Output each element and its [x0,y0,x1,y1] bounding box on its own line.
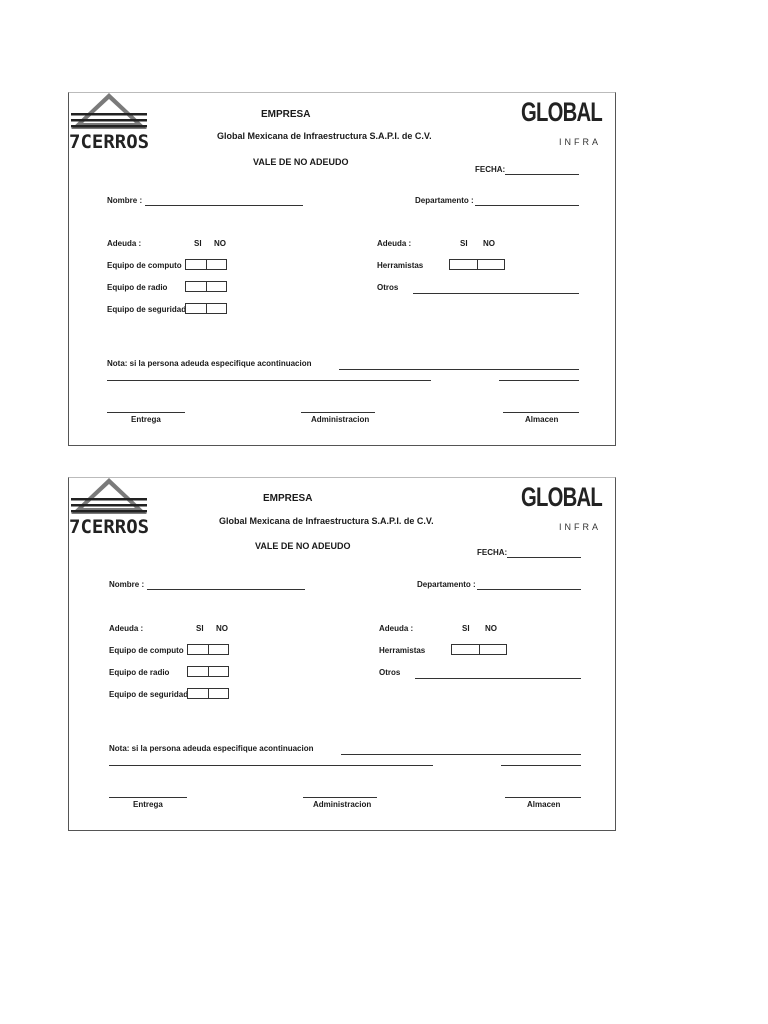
date-field[interactable] [507,557,581,558]
company-label: EMPRESA [263,493,313,504]
note-line-1[interactable] [341,754,581,755]
note-label: Nota: si la persona adeuda especifique acontinuacion [107,359,312,368]
global-logo-text: GLOBAL [521,482,602,512]
others-field[interactable] [413,293,579,294]
department-label: Departamento : [415,196,474,205]
note-line-3[interactable] [499,380,579,381]
infra-logo-text: INFRA [559,137,601,147]
no-label-right: NO [485,624,497,633]
sign-warehouse-line[interactable] [503,412,579,413]
date-label: FECHA: [475,165,506,174]
date-label: FECHA: [477,548,508,557]
note-line-3[interactable] [501,765,581,766]
no-debt-form-1 [68,92,616,446]
item-tools-checkbox[interactable] [449,259,505,270]
item-security-checkbox[interactable] [185,303,227,314]
sign-admin-line[interactable] [303,797,377,798]
owes-label-right: Adeuda : [377,239,412,248]
sign-warehouse-line[interactable] [505,797,581,798]
form-title: VALE DE NO ADEUDO [253,157,349,167]
mountain-icon [69,478,149,518]
department-field[interactable] [475,205,579,206]
no-label-right: NO [483,239,495,248]
yes-label-left: SI [194,239,202,248]
note-line-2[interactable] [109,765,433,766]
infra-logo-text: INFRA [559,522,601,532]
item-tools-label: Herramistas [377,261,424,270]
others-field[interactable] [415,678,581,679]
item-tools-checkbox[interactable] [451,644,507,655]
sign-warehouse-label: Almacen [525,415,559,424]
logo-left-text: 7CERROS [69,131,150,153]
item-radio-checkbox[interactable] [187,666,229,677]
item-others-label: Otros [377,283,399,292]
name-label: Nombre : [107,196,143,205]
item-computer-checkbox[interactable] [187,644,229,655]
seven-cerros-logo [69,93,149,153]
item-radio-label: Equipo de radio [107,283,168,292]
company-name: Global Mexicana de Infraestructura S.A.P.I. de C.V. [217,131,432,141]
note-line-2[interactable] [107,380,431,381]
name-label: Nombre : [109,580,145,589]
company-label: EMPRESA [261,109,311,120]
item-computer-label: Equipo de computo [109,646,184,655]
owes-label-left: Adeuda : [107,239,142,248]
item-security-label: Equipo de seguridad [109,690,189,699]
item-security-label: Equipo de seguridad [107,305,187,314]
sign-deliver-label: Entrega [131,415,161,424]
name-field[interactable] [145,205,303,206]
sign-warehouse-label: Almacen [527,800,561,809]
yes-label-right: SI [460,239,468,248]
item-tools-label: Herramistas [379,646,426,655]
name-field[interactable] [147,589,305,590]
owes-label-left: Adeuda : [109,624,144,633]
sign-deliver-line[interactable] [107,412,185,413]
mountain-icon [69,93,149,133]
sign-deliver-line[interactable] [109,797,187,798]
item-computer-label: Equipo de computo [107,261,182,270]
company-name: Global Mexicana de Infraestructura S.A.P.I. de C.V. [219,516,434,526]
owes-label-right: Adeuda : [379,624,414,633]
seven-cerros-logo [69,478,149,538]
date-field[interactable] [505,174,579,175]
no-debt-form-2 [68,477,616,831]
sign-deliver-label: Entrega [133,800,163,809]
form-title: VALE DE NO ADEUDO [255,541,351,551]
global-logo-text: GLOBAL [521,97,602,127]
no-label-left: NO [214,239,226,248]
logo-left-text: 7CERROS [69,516,150,538]
item-security-checkbox[interactable] [187,688,229,699]
yes-label-left: SI [196,624,204,633]
department-field[interactable] [477,589,581,590]
item-others-label: Otros [379,668,401,677]
note-label: Nota: si la persona adeuda especifique acontinuacion [109,744,314,753]
no-label-left: NO [216,624,228,633]
item-radio-checkbox[interactable] [185,281,227,292]
sign-admin-label: Administracion [313,800,372,809]
yes-label-right: SI [462,624,470,633]
note-line-1[interactable] [339,369,579,370]
item-radio-label: Equipo de radio [109,668,170,677]
sign-admin-line[interactable] [301,412,375,413]
item-computer-checkbox[interactable] [185,259,227,270]
sign-admin-label: Administracion [311,415,370,424]
department-label: Departamento : [417,580,476,589]
